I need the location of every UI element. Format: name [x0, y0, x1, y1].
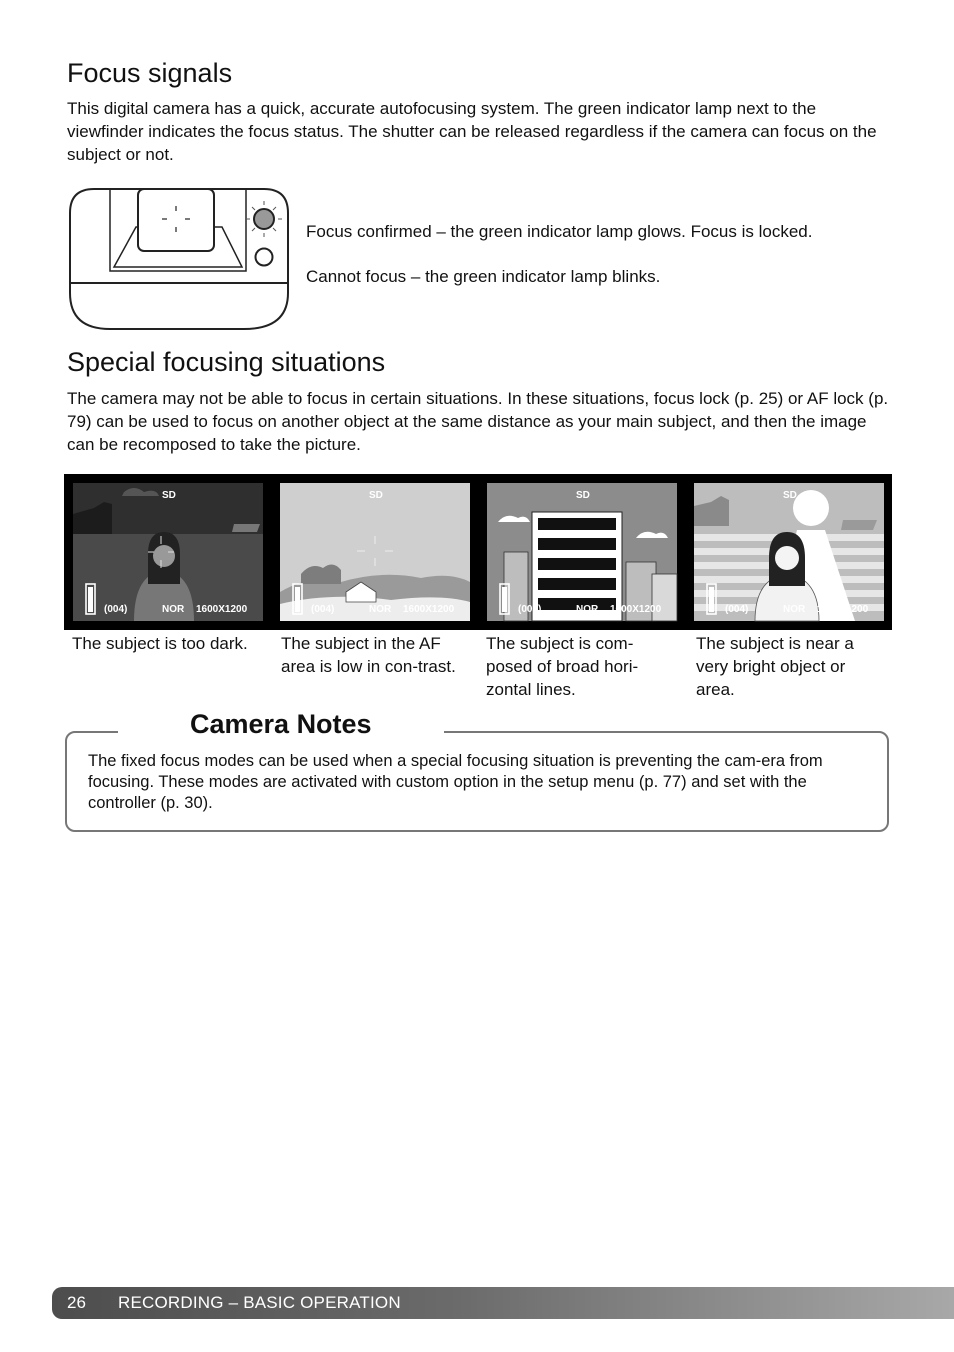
- focus-signals-heading: Focus signals: [67, 58, 233, 88]
- lcd-image-size: 1600X1200: [403, 604, 455, 615]
- lcd-card-label: SD: [783, 490, 797, 501]
- lcd-card-label: SD: [576, 490, 590, 501]
- caption-horizontal-lines: The subject is com-posed of broad hori-zontal lines.: [486, 634, 639, 699]
- focus-signals-intro: This digital camera has a quick, accurate autofocusing system. The green indicator lamp next to the viewfinder indicates the focus status. The shutter can be released regardless if the camera can focus on the subject or not.: [67, 99, 877, 164]
- lcd-quality: NOR: [783, 604, 806, 615]
- caption-bright-object: The subject is near a very bright object or area.: [696, 634, 854, 699]
- lcd-example-low-contrast: [271, 474, 477, 630]
- lcd-card-label: SD: [369, 490, 383, 501]
- camera-back-diagram: [64, 183, 296, 333]
- special-focusing-intro: The camera may not be able to focus in certain situations. In these situations, focus lock (p. 25) or AF lock (p. 79) can be used to focus on another object at the same distance as your main subject, and then the image can be recomposed to take the picture.: [67, 389, 889, 454]
- lcd-frame-count: (004): [311, 604, 335, 615]
- cannot-focus-text: Cannot focus – the green indicator lamp blinks.: [306, 267, 661, 286]
- lcd-card-label: SD: [162, 490, 176, 501]
- lcd-image-size: 1600X1200: [817, 604, 869, 615]
- lcd-example-bright-object: [685, 474, 891, 630]
- caption-low-contrast: The subject in the AF area is low in con-trast.: [281, 634, 456, 676]
- lcd-example-dark: [64, 474, 270, 630]
- camera-notes-text: The fixed focus modes can be used when a special focusing situation is preventing the cam-era from focusing. These modes are activated with custom option in the setup menu (p. 77) and set with the controller (p. 30).: [88, 752, 823, 812]
- lamp-off-icon: [256, 249, 273, 266]
- camera-notes-heading: Camera Notes: [118, 709, 444, 740]
- lcd-quality: NOR: [162, 604, 185, 615]
- lcd-quality: NOR: [576, 604, 599, 615]
- section-label: RECORDING – BASIC OPERATION: [118, 1293, 401, 1312]
- lcd-example-horizontal-lines: [478, 474, 684, 630]
- lcd-example-strip: [64, 474, 892, 630]
- lcd-frame-count: (004): [104, 604, 128, 615]
- lcd-image-size: 1600X1200: [196, 604, 248, 615]
- lcd-quality: NOR: [369, 604, 392, 615]
- lcd-frame-count: (004): [725, 604, 749, 615]
- page-number: 26: [67, 1293, 86, 1312]
- special-focusing-heading: Special focusing situations: [67, 347, 386, 377]
- focus-confirmed-text: Focus confirmed – the green indicator lamp glows. Focus is locked.: [306, 222, 813, 241]
- caption-too-dark: The subject is too dark.: [72, 634, 248, 653]
- lcd-image-size: 1600X1200: [610, 604, 662, 615]
- lcd-frame-count: (004): [518, 604, 542, 615]
